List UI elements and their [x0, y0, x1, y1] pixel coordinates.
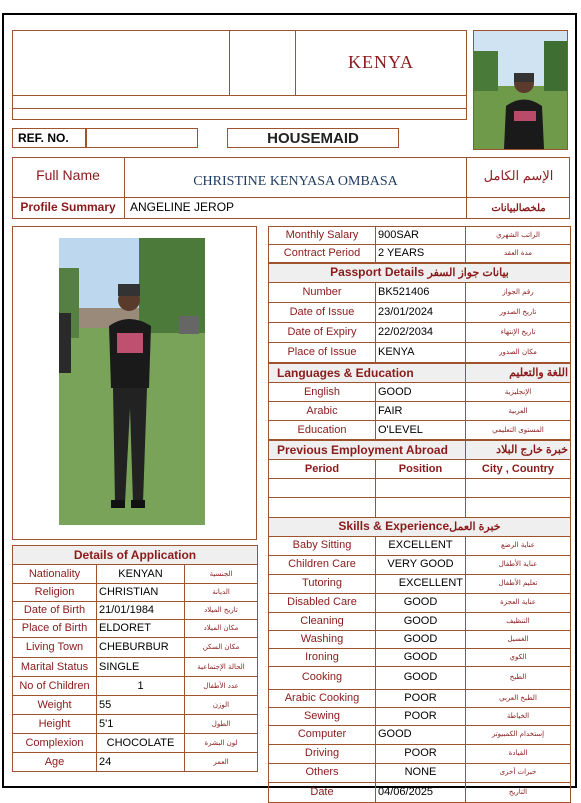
- table-row: [13, 696, 258, 715]
- tutoring-value: EXCELLENT: [376, 574, 466, 593]
- washing-label-ar: الغسيل: [466, 630, 571, 648]
- table-row: [13, 620, 258, 638]
- table-row: [269, 383, 571, 402]
- table-row: [13, 734, 258, 753]
- baby-sitting-label-ar: عناية الرضع: [466, 536, 571, 555]
- washing-label: Washing: [269, 630, 376, 648]
- date-value: 04/06/2025: [376, 782, 466, 802]
- date-of-expiry-label: Date of Expiry: [269, 323, 376, 343]
- contract-period-label: Contract Period: [269, 245, 376, 263]
- date-of-birth-label: Date of Birth: [13, 602, 97, 620]
- computer-label: Computer: [269, 725, 376, 744]
- cooking-value: GOOD: [376, 666, 466, 689]
- date-of-issue-value: 23/01/2024: [376, 303, 466, 323]
- others-label: Others: [269, 763, 376, 782]
- header-line: [12, 95, 467, 96]
- table-row: [269, 630, 571, 648]
- arabic-cooking-label-ar: الطبخ العربي: [466, 689, 571, 707]
- cleaning-label-ar: التنظيف: [466, 612, 571, 630]
- languages-title-ar: اللغة والتعليم: [466, 364, 571, 383]
- children-care-label: Children Care: [269, 555, 376, 574]
- employment-period-header: Period: [269, 460, 376, 479]
- sewing-label-ar: الخياطة: [466, 707, 571, 725]
- profile-value: ANGELINE JEROP: [130, 200, 235, 214]
- number-label: Number: [269, 283, 376, 303]
- living-town-label-ar: مكان السكن: [185, 638, 258, 658]
- table-row: [269, 782, 571, 802]
- date-of-birth-value: 21/01/1984: [97, 602, 185, 620]
- table-row: [269, 245, 571, 263]
- profile-label: Profile Summary: [20, 200, 116, 214]
- place-of-birth-value: ELDORET: [97, 620, 185, 638]
- nationality-label: Nationality: [13, 565, 97, 584]
- ironing-value: GOOD: [376, 648, 466, 666]
- english-label-ar: الإنجليزية: [466, 383, 571, 402]
- table-row: [269, 648, 571, 666]
- right-column: [268, 226, 571, 803]
- living-town-label: Living Town: [13, 638, 97, 658]
- education-label-ar: المستوى التعليمي: [466, 421, 571, 440]
- height-label: Height: [13, 715, 97, 734]
- number-value: BK521406: [376, 283, 466, 303]
- weight-label-ar: الوزن: [185, 696, 258, 715]
- age-label: Age: [13, 753, 97, 772]
- employment-position-header: Position: [376, 460, 466, 479]
- table-row: [13, 658, 258, 677]
- table-row: [269, 402, 571, 421]
- nationality-value: KENYAN: [97, 565, 185, 584]
- table-row: [269, 744, 571, 763]
- monthly-salary-label-ar: الراتب الشهري: [466, 227, 571, 245]
- application-title: Details of Application: [13, 546, 258, 565]
- sewing-value: POOR: [376, 707, 466, 725]
- ref-label-box: [12, 128, 86, 148]
- date-of-birth-label-ar: تاريخ الميلاد: [185, 602, 258, 620]
- fullname-value: CHRISTINE KENYASA OMBASA: [193, 174, 398, 189]
- education-label: Education: [269, 421, 376, 440]
- religion-value: CHRISTIAN: [97, 584, 185, 602]
- header-photo: [473, 30, 568, 150]
- profile-photo: [59, 238, 205, 525]
- nationality-label-ar: الجنسية: [185, 565, 258, 584]
- ref-value-box: [86, 128, 198, 148]
- passport-table: [268, 263, 571, 363]
- height-label-ar: الطول: [185, 715, 258, 734]
- disabled-care-label: Disabled Care: [269, 593, 376, 612]
- header-box: [12, 30, 467, 120]
- table-row: [13, 602, 258, 620]
- table-row: [269, 227, 571, 245]
- tutoring-label-ar: تعليم الأطفال: [466, 574, 571, 593]
- date-label-ar: التاريخ: [466, 782, 571, 802]
- religion-label-ar: الديانة: [185, 584, 258, 602]
- profile-label-ar: ملخصالبيانات: [491, 203, 546, 214]
- arabic-cooking-label: Arabic Cooking: [269, 689, 376, 707]
- employment-table: [268, 440, 571, 517]
- employment-title: Previous Employment Abroad: [269, 441, 466, 460]
- marital-status-value: SINGLE: [97, 658, 185, 677]
- table-row: [13, 715, 258, 734]
- driving-value: POOR: [376, 744, 466, 763]
- table-row: [269, 343, 571, 363]
- table-row: [269, 536, 571, 555]
- cooking-label-ar: الطبخ: [466, 666, 571, 689]
- table-row: [13, 677, 258, 696]
- others-label-ar: خبرات أخرى: [466, 763, 571, 782]
- english-value: GOOD: [376, 383, 466, 402]
- place-of-birth-label: Place of Birth: [13, 620, 97, 638]
- skills-table: [268, 517, 571, 803]
- others-value: NONE: [376, 763, 466, 782]
- baby-sitting-value: EXCELLENT: [376, 536, 466, 555]
- table-row: [269, 303, 571, 323]
- complexion-label-ar: لون البشرة: [185, 734, 258, 753]
- table-row: [13, 753, 258, 772]
- table-row: [269, 763, 571, 782]
- position-title: HOUSEMAID: [267, 130, 359, 147]
- table-row: [269, 689, 571, 707]
- arabic-value: FAIR: [376, 402, 466, 421]
- table-row: [269, 555, 571, 574]
- date-of-expiry-value: 22/02/2034: [376, 323, 466, 343]
- disabled-care-label-ar: عناية العجزة: [466, 593, 571, 612]
- date-label: Date: [269, 782, 376, 802]
- disabled-care-value: GOOD: [376, 593, 466, 612]
- baby-sitting-label: Baby Sitting: [269, 536, 376, 555]
- position-box: [227, 128, 399, 148]
- place-of-issue-value: KENYA: [376, 343, 466, 363]
- cooking-label: Cooking: [269, 666, 376, 689]
- table-row: [269, 725, 571, 744]
- computer-value: GOOD: [376, 725, 466, 744]
- height-value: 5'1: [97, 715, 185, 734]
- driving-label-ar: القيادة: [466, 744, 571, 763]
- contract-table: [268, 226, 571, 263]
- monthly-salary-label: Monthly Salary: [269, 227, 376, 245]
- computer-label-ar: إستخدام الكمبيوتر: [466, 725, 571, 744]
- employment-title-ar: خبرة خارج البلاد: [466, 441, 571, 460]
- table-row: [269, 666, 571, 689]
- table-row: [269, 283, 571, 303]
- name-line: [12, 197, 570, 198]
- application-table: [12, 545, 258, 772]
- passport-title: Passport Details بيانات جواز السفر: [269, 264, 571, 283]
- weight-value: 55: [97, 696, 185, 715]
- marital-status-label-ar: الحالة الإجتماعية: [185, 658, 258, 677]
- number-label-ar: رقم الجواز: [466, 283, 571, 303]
- weight-label: Weight: [13, 696, 97, 715]
- arabic-label-ar: العربية: [466, 402, 571, 421]
- place-of-birth-label-ar: مكان الميلاد: [185, 620, 258, 638]
- arabic-cooking-value: POOR: [376, 689, 466, 707]
- ironing-label-ar: الكوي: [466, 648, 571, 666]
- table-row: [269, 593, 571, 612]
- contract-period-value: 2 YEARS: [376, 245, 466, 263]
- age-value: 24: [97, 753, 185, 772]
- washing-value: GOOD: [376, 630, 466, 648]
- cleaning-label: Cleaning: [269, 612, 376, 630]
- languages-title: Languages & Education: [269, 364, 466, 383]
- driving-label: Driving: [269, 744, 376, 763]
- date-of-issue-label: Date of Issue: [269, 303, 376, 323]
- application-section: [12, 545, 258, 772]
- header-divider: [229, 30, 230, 95]
- complexion-label: Complexion: [13, 734, 97, 753]
- fullname-label-ar: الإسم الكامل: [483, 168, 554, 183]
- no-of-children-label-ar: عدد الأطفال: [185, 677, 258, 696]
- tutoring-label: Tutoring: [269, 574, 376, 593]
- living-town-value: CHEBURBUR: [97, 638, 185, 658]
- table-row: [13, 565, 258, 584]
- employment-city-header: City , Country: [466, 460, 571, 479]
- education-value: O'LEVEL: [376, 421, 466, 440]
- table-row: [269, 574, 571, 593]
- date-of-issue-label-ar: تاريخ الصدور: [466, 303, 571, 323]
- ironing-label: Ironing: [269, 648, 376, 666]
- place-of-issue-label: Place of Issue: [269, 343, 376, 363]
- place-of-issue-label-ar: مكان الصدور: [466, 343, 571, 363]
- children-care-value: VERY GOOD: [376, 555, 466, 574]
- no-of-children-value: 1: [97, 677, 185, 696]
- religion-label: Religion: [13, 584, 97, 602]
- table-row: [269, 323, 571, 343]
- cleaning-value: GOOD: [376, 612, 466, 630]
- table-row: [13, 584, 258, 602]
- age-label-ar: العمر: [185, 753, 258, 772]
- contract-period-label-ar: مدة العقد: [466, 245, 571, 263]
- arabic-label: Arabic: [269, 402, 376, 421]
- ref-label: REF. NO.: [18, 131, 69, 145]
- sewing-label: Sewing: [269, 707, 376, 725]
- table-row: [269, 707, 571, 725]
- header-line: [12, 108, 467, 109]
- date-of-expiry-label-ar: تاريخ الإنتهاء: [466, 323, 571, 343]
- monthly-salary-value: 900SAR: [376, 227, 466, 245]
- languages-table: [268, 363, 571, 440]
- table-row: [13, 638, 258, 658]
- skills-title: Skills & Experienceخبرة العمل: [269, 517, 571, 536]
- country-title: KENYA: [348, 52, 414, 72]
- english-label: English: [269, 383, 376, 402]
- table-row: [269, 612, 571, 630]
- marital-status-label: Marital Status: [13, 658, 97, 677]
- complexion-value: CHOCOLATE: [97, 734, 185, 753]
- table-row: [269, 421, 571, 440]
- children-care-label-ar: عناية الأطفال: [466, 555, 571, 574]
- fullname-label: Full Name: [36, 167, 100, 183]
- no-of-children-label: No of Children: [13, 677, 97, 696]
